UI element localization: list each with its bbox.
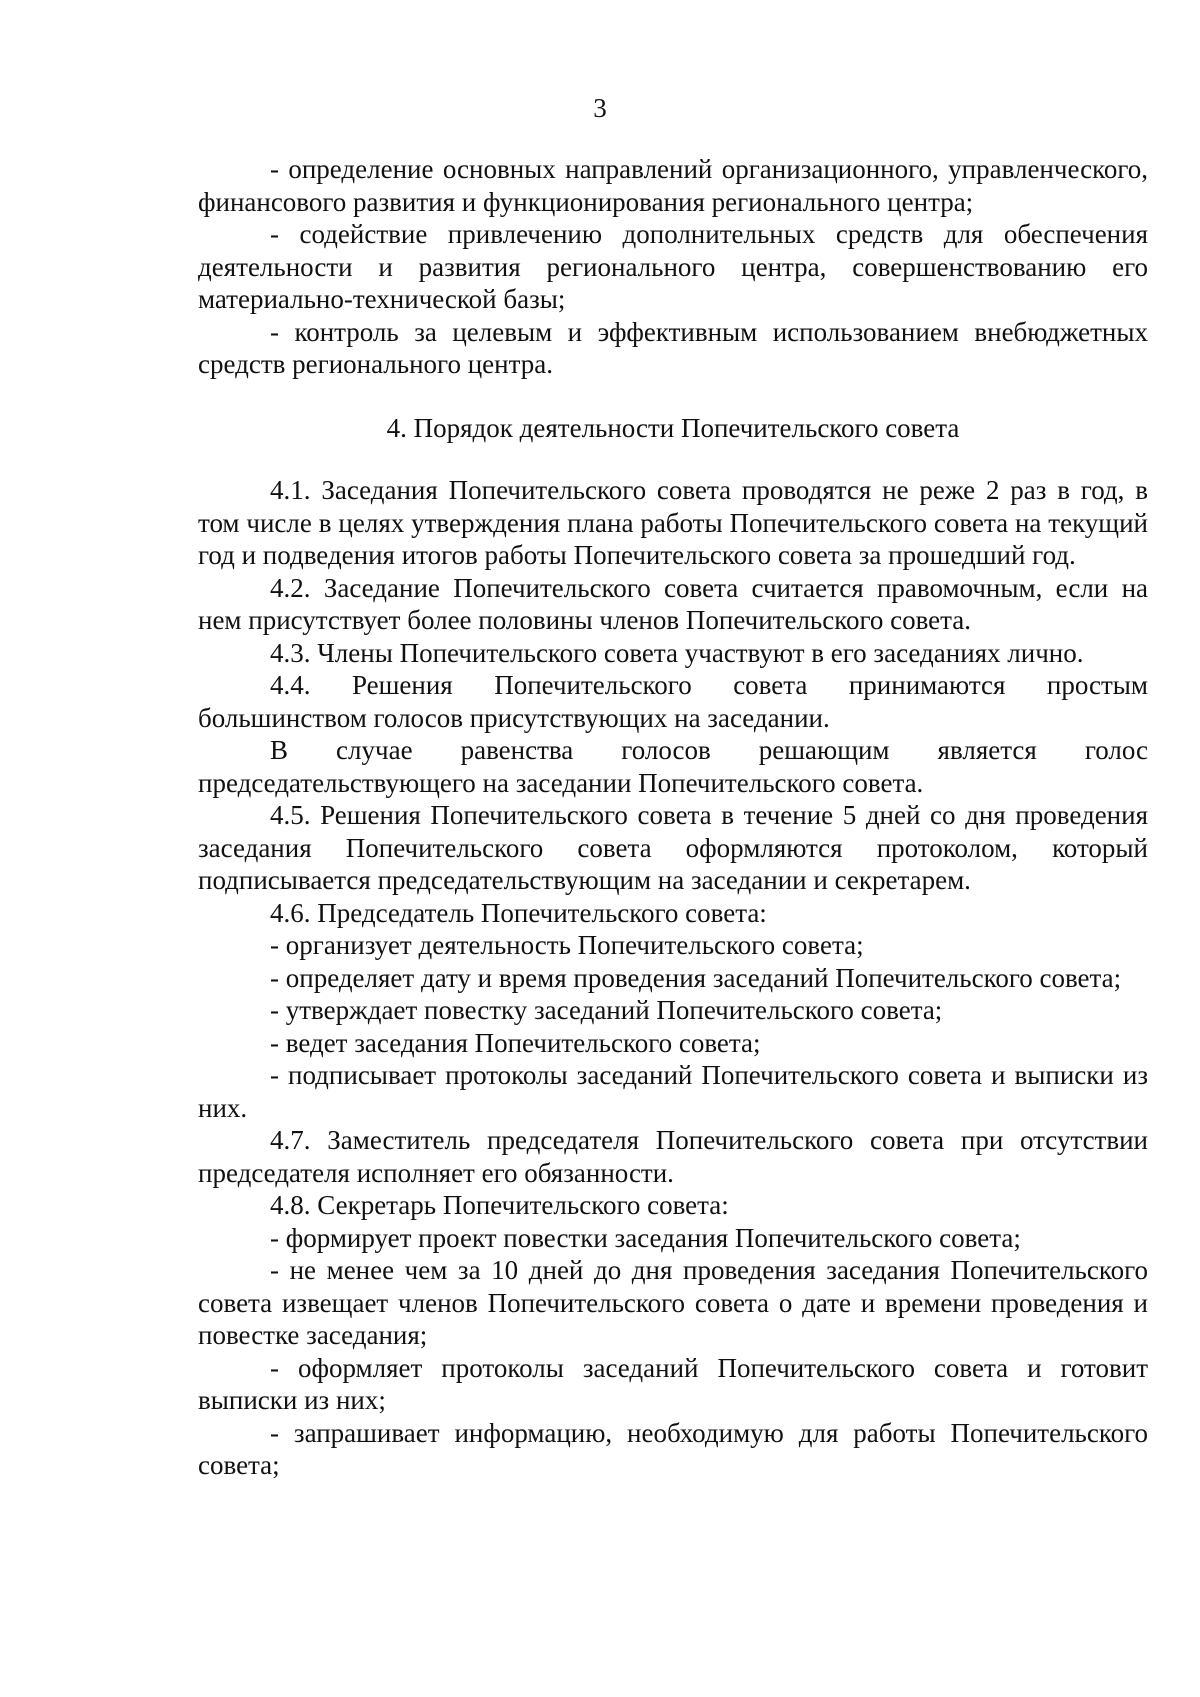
paragraph-item: - организует деятельность Попечительского совета; [270,930,864,960]
page-number: 3 [593,93,607,123]
paragraph-item: - контроль за целевым и эффективным использованием внебюджетных средств регионального центра. [198,316,1148,379]
paragraph-item: 4.4. Решения Попечительского совета принимаются простым большинством голосов присутствующих на заседании. [198,670,1148,733]
paragraph-item: 4.8. Секретарь Попечительского совета: [270,1190,729,1220]
paragraph-item: - определяет дату и время проведения заседаний Попечительского совета; [270,962,1122,993]
paragraph-item: - определение основных направлений организационного, управленческого, финансового развития и функционирования регионального центра; [198,154,1148,217]
paragraph-item: - утверждает повестку заседаний Попечительского совета; [270,995,943,1025]
paragraph-item: - подписывает протоколы заседаний Попечительского совета и выписки из них. [198,1060,1148,1123]
paragraph-item: 4.1. Заседания Попечительского совета проводятся не реже 2 раз в год, в том числе в целях утверждения плана работы Попечительского совета на текущий год и подведения итогов работы Попечительского совета за прошедший год. [198,475,1148,570]
section-heading: 4. Порядок деятельности Попечительского совета [386,412,960,443]
paragraph-item: - ведет заседания Попечительского совета; [270,1027,761,1058]
paragraph-item: - формирует проект повестки заседания Попечительского совета; [270,1222,1021,1253]
paragraph-item: - не менее чем за 10 дней до дня проведения заседания Попечительского совета извещает членов Попечительского совета о дате и времени проведения и повестке заседания; [198,1255,1148,1350]
paragraph-item: 4.3. Члены Попечительского совета участвуют в его заседаниях лично. [270,637,1084,668]
paragraph-item: 4.5. Решения Попечительского совета в течение 5 дней со дня проведения заседания Попечительского совета оформляются протоколом, который подписывается председательствующим на заседании и секретарем. [198,800,1148,895]
paragraph-item: 4.7. Заместитель председателя Попечительского совета при отсутствии председателя исполняет его обязанности. [198,1125,1148,1188]
paragraph-item: - содействие привлечению дополнительных средств для обеспечения деятельности и развития регионального центра, совершенствованию его материально-технической базы; [198,219,1148,314]
paragraph-item: 4.2. Заседание Попечительского совета считается правомочным, если на нем присутствует более половины членов Попечительского совета. [198,572,1148,635]
paragraph-item: - запрашивает информацию, необходимую для работы Попечительского совета; [198,1417,1148,1480]
paragraph-item: - оформляет протоколы заседаний Попечительского совета и готовит выписки из них; [198,1352,1148,1415]
paragraph-item: 4.6. Председатель Попечительского совета: [270,897,767,928]
paragraph-item: В случае равенства голосов решающим является голос председательствующего на заседании Попечительского совета. [198,735,1148,798]
document-body [198,153,1148,1482]
